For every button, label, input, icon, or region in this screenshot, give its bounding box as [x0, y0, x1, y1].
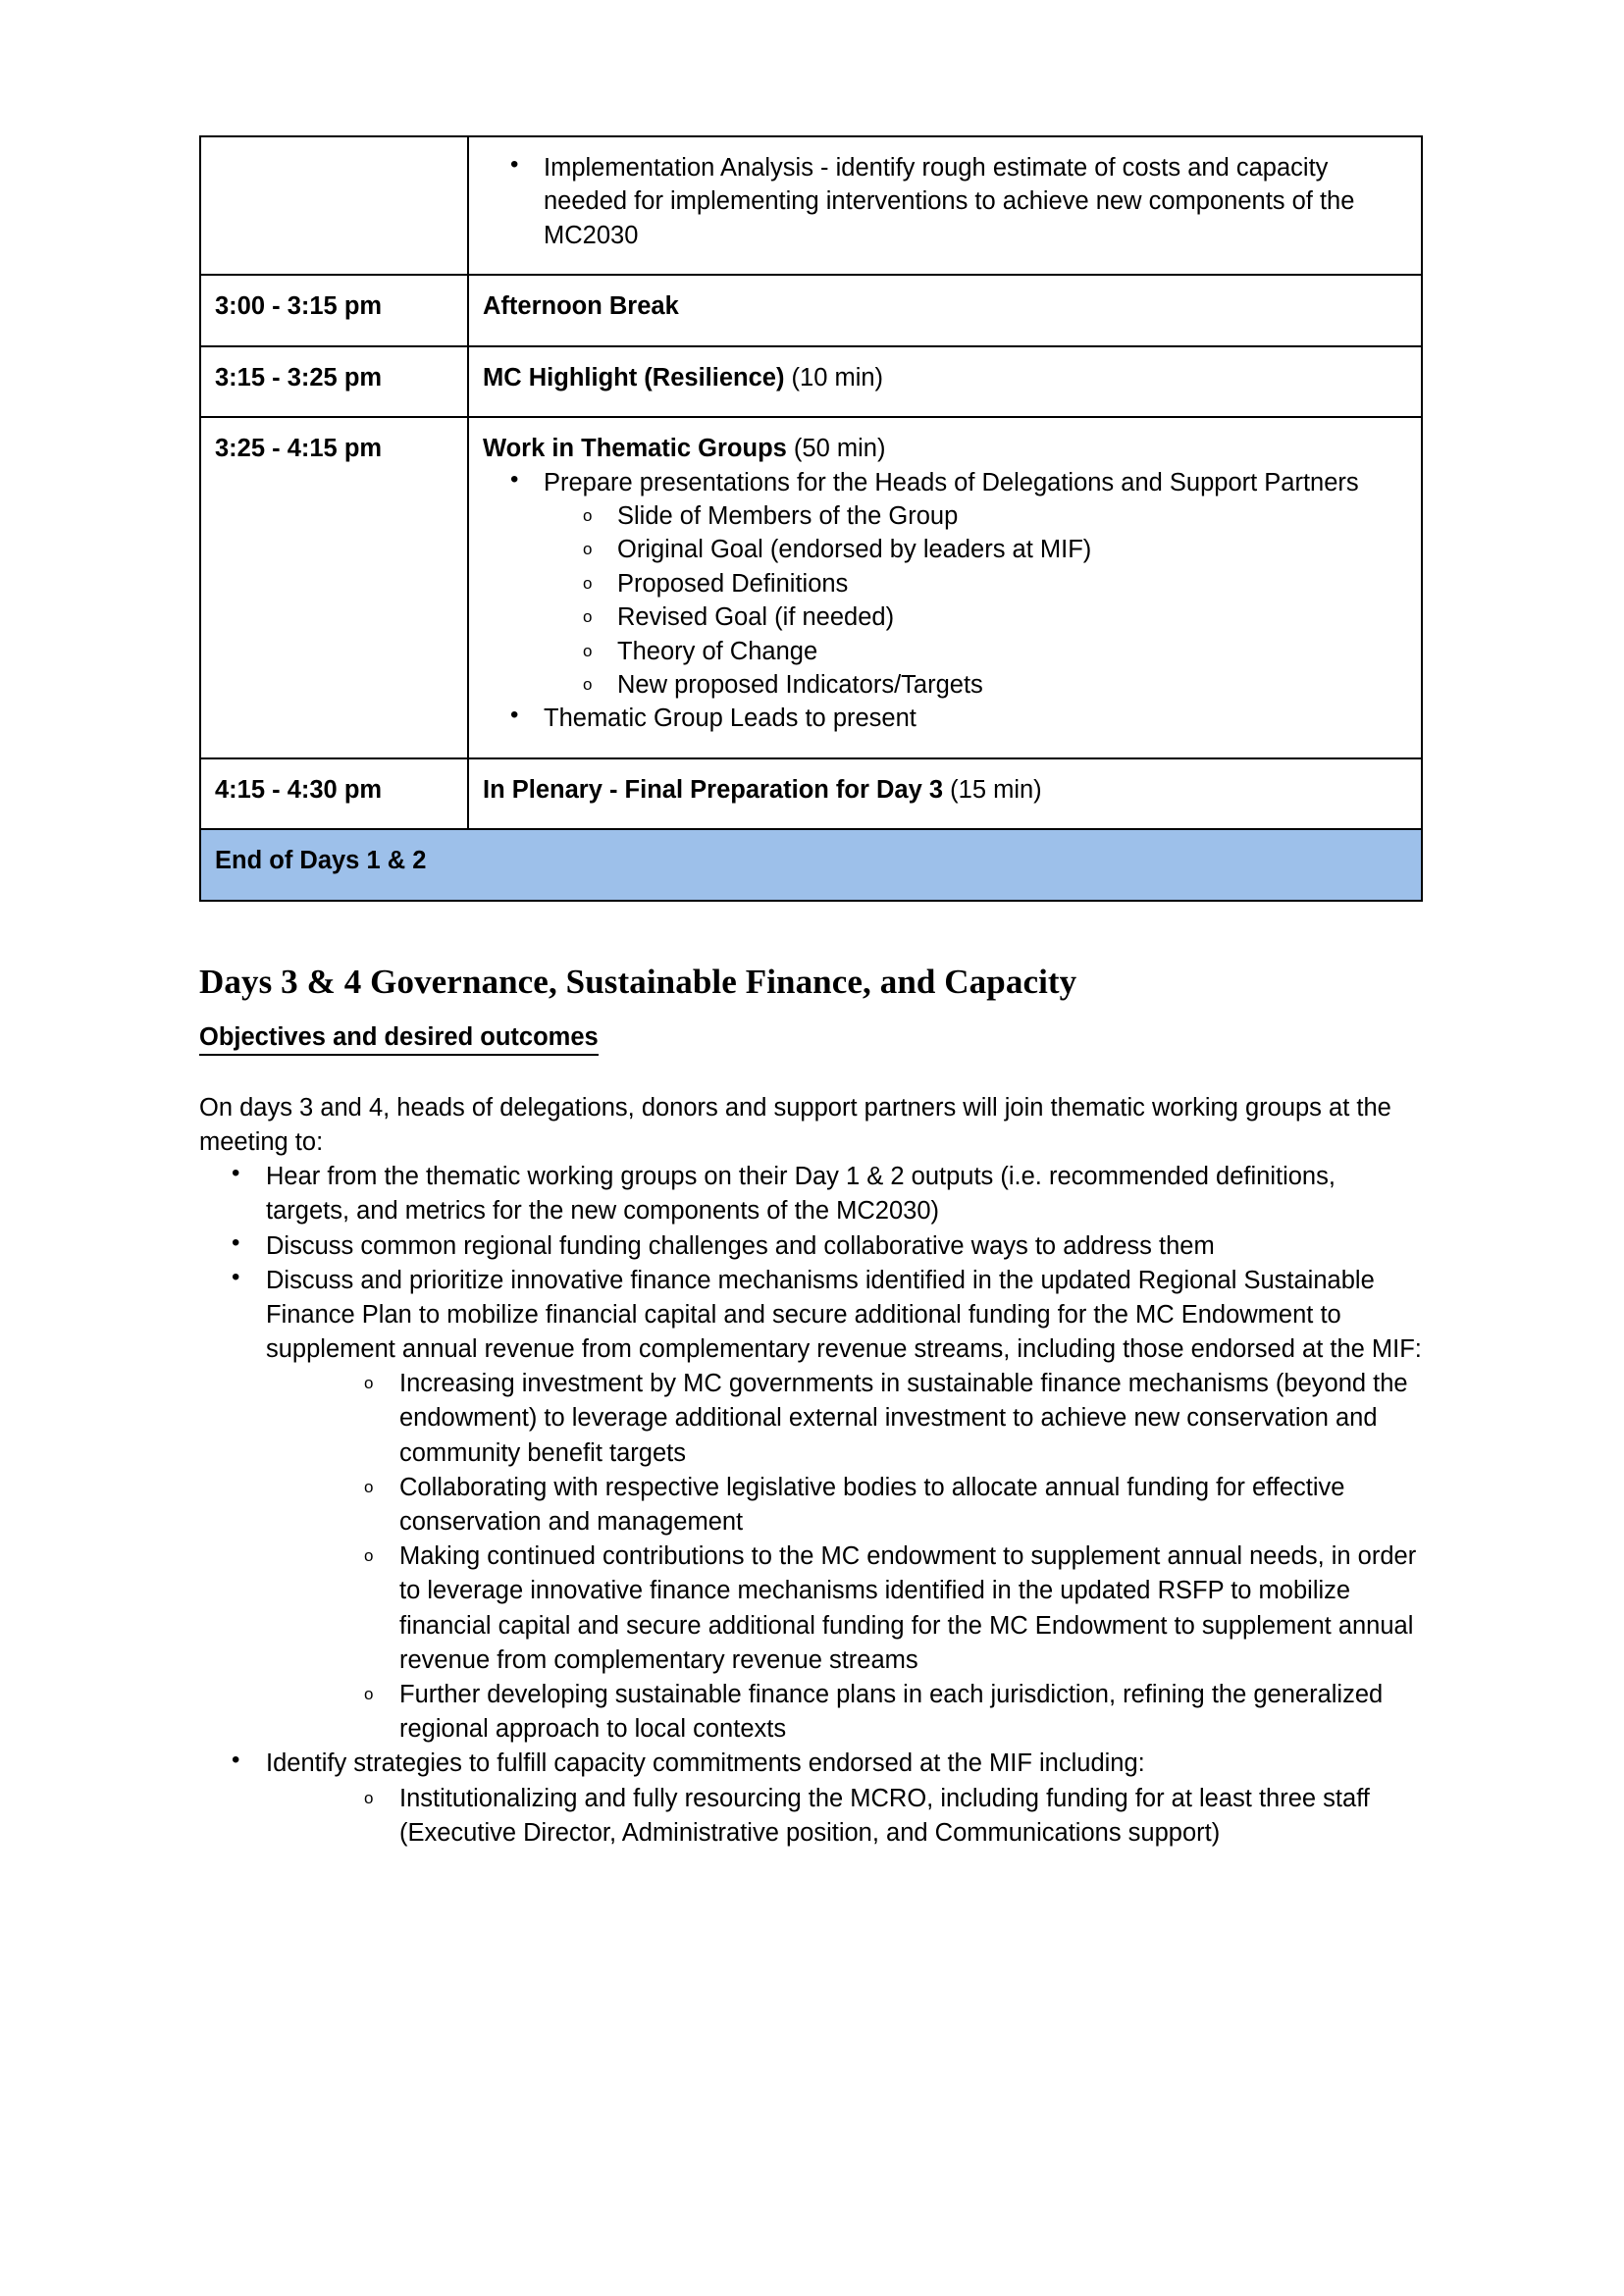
bullet-list — [199, 1160, 1423, 1851]
agenda-time-cell: 4:15 - 4:30 pm — [200, 758, 468, 829]
agenda-row-title: MC Highlight (Resilience) — [483, 363, 785, 391]
list-item — [199, 1264, 1423, 1748]
list-item: o Collaborating with respective legislative bodies to allocate annual funding for effective conservation and management — [266, 1471, 1423, 1539]
agenda-time-cell — [200, 136, 468, 275]
list-item-text: Identify strategies to fulfill capacity commitments endorsed at the MIF including: — [266, 1749, 1145, 1778]
list-item: o New proposed Indicators/Targets — [544, 668, 1409, 702]
table-row — [200, 346, 1422, 417]
list-item — [199, 1229, 1423, 1264]
agenda-row-duration: (10 min) — [791, 363, 884, 391]
list-item: • Thematic Group Leads to present — [483, 702, 1409, 735]
end-of-days-row — [200, 829, 1422, 900]
list-item-text: Discuss and prioritize innovative finance mechanisms identified in the updated Regional Sustainable Finance Plan to mobilize financial capital and secure additional funding for the MC Endowment to supplement annual revenue from complementary revenue streams, including those endorsed at the MIF: — [266, 1266, 1422, 1364]
list-item — [199, 1747, 1423, 1851]
end-of-days-label: End of Days 1 & 2 — [200, 829, 1422, 900]
list-item: o Institutionalizing and fully resourcing the MCRO, including funding for at least three staff (Executive Director, Administrative position, and Communications support) — [266, 1782, 1423, 1851]
sub-bullet-list — [544, 499, 1409, 703]
agenda-desc-cell — [468, 417, 1422, 758]
list-item: o Theory of Change — [544, 635, 1409, 668]
list-item: o Making continued contributions to the MC endowment to supplement annual needs, in order to leverage innovative finance mechanisms identified in the updated RSFP to mobilize financial capital and secure additional funding for the MC Endowment to supplement annual revenue from complementary revenue streams — [266, 1539, 1423, 1678]
table-row — [200, 275, 1422, 345]
agenda-table-body — [200, 136, 1422, 901]
agenda-row-duration: (15 min) — [950, 775, 1042, 804]
sub-bullet-list — [266, 1367, 1423, 1747]
agenda-time-cell: 3:00 - 3:15 pm — [200, 275, 468, 345]
subheading-wrapper — [199, 1002, 1423, 1056]
list-item: o Original Goal (endorsed by leaders at MIF) — [544, 533, 1409, 566]
objectives-list-wrapper — [199, 1160, 1423, 1851]
agenda-time-cell: 3:15 - 3:25 pm — [200, 346, 468, 417]
list-item: o Further developing sustainable finance plans in each jurisdiction, refining the generalized regional approach to local contexts — [266, 1678, 1423, 1747]
agenda-row-title: In Plenary - Final Preparation for Day 3 — [483, 775, 944, 804]
agenda-desc-cell — [468, 346, 1422, 417]
sub-bullet-list — [266, 1782, 1423, 1851]
list-item: o Revised Goal (if needed) — [544, 600, 1409, 634]
table-row — [200, 136, 1422, 275]
list-item-text: Hear from the thematic working groups on their Day 1 & 2 outputs (i.e. recommended definitions, targets, and metrics for the new components of the MC2030) — [266, 1163, 1336, 1226]
list-item-text: Prepare presentations for the Heads of Delegations and Support Partners — [544, 468, 1359, 496]
list-item — [199, 1160, 1423, 1228]
table-row — [200, 417, 1422, 758]
bullet-list — [483, 466, 1409, 736]
section-subheading: Objectives and desired outcomes — [199, 1023, 599, 1056]
agenda-desc-cell — [468, 136, 1422, 275]
agenda-desc-cell — [468, 758, 1422, 829]
agenda-row-duration: (50 min) — [793, 435, 886, 463]
list-item: o Increasing investment by MC governments in sustainable finance mechanisms (beyond the endowment) to leverage additional external investment to achieve new conservation and community benefit targets — [266, 1367, 1423, 1471]
section-intro-paragraph: On days 3 and 4, heads of delegations, donors and support partners will join thematic working groups at the meeting to: — [199, 1093, 1391, 1156]
list-item: o Slide of Members of the Group — [544, 499, 1409, 533]
list-item-text: Discuss common regional funding challenges and collaborative ways to address them — [266, 1231, 1215, 1260]
list-item: • Implementation Analysis - identify rough estimate of costs and capacity needed for implementing interventions to achieve new components of the MC2030 — [483, 151, 1409, 252]
table-row — [200, 758, 1422, 829]
agenda-row-title: Afternoon Break — [483, 292, 679, 321]
agenda-row-title: Work in Thematic Groups — [483, 435, 787, 463]
agenda-table — [199, 135, 1423, 902]
agenda-time-cell: 3:25 - 4:15 pm — [200, 417, 468, 758]
list-item: o Proposed Definitions — [544, 567, 1409, 600]
bullet-list — [483, 151, 1409, 252]
section-heading: Days 3 & 4 Governance, Sustainable Finance, and Capacity — [199, 962, 1077, 1001]
list-item — [483, 466, 1409, 703]
agenda-desc-cell — [468, 275, 1422, 345]
